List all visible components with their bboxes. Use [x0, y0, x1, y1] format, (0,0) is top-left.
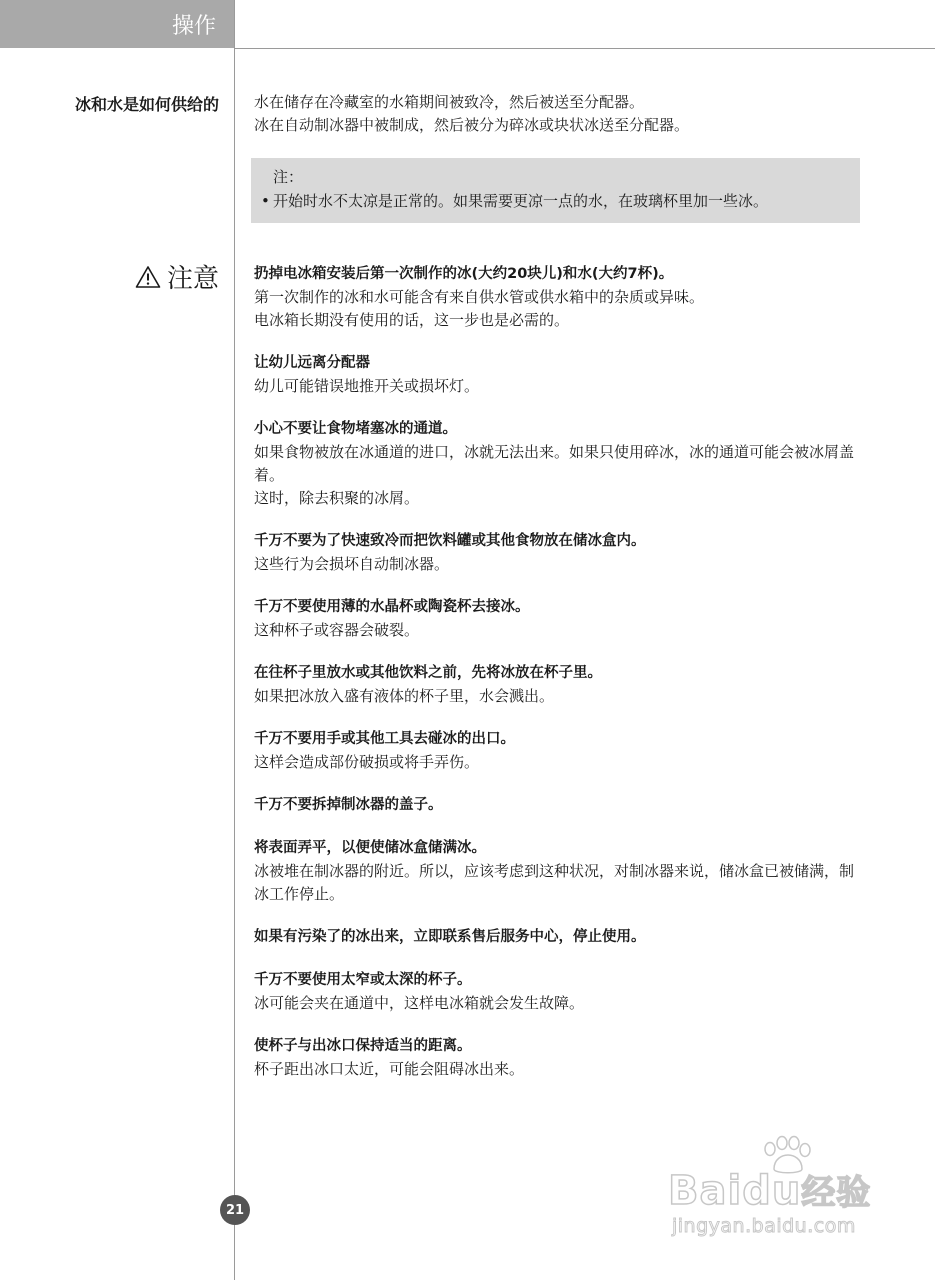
caution-body: 这样会造成部份破损或将手弄伤。	[254, 753, 480, 771]
caution-title: 千万不要使用薄的水晶杯或陶瓷杯去接冰。	[254, 599, 530, 615]
caution-item	[254, 728, 860, 774]
caution-item	[254, 926, 860, 949]
warning-triangle-icon	[135, 265, 161, 289]
section-title: 操作	[171, 13, 216, 39]
caution-item	[254, 418, 860, 510]
intro-text	[254, 91, 874, 137]
caution-body: 这种杯子或容器会破裂。	[254, 621, 420, 639]
watermark-url: jingyan.baidu.com	[672, 1215, 856, 1237]
intro-line: 水在储存在冷藏室的水箱期间被致冷，然后被送至分配器。	[254, 93, 645, 111]
caution-body: 杯子距出冰口太近，可能会阻碍冰出来。	[254, 1060, 525, 1078]
caution-item	[254, 1035, 860, 1081]
vertical-rule	[234, 0, 235, 1280]
watermark-brand-2: du	[742, 1168, 802, 1214]
section-header-tab	[0, 0, 234, 48]
caution-list	[254, 263, 860, 1101]
caution-body: 如果食物被放在冰通道的进口，冰就无法出来。如果只使用碎冰，冰的通道可能会被冰屑盖着。	[254, 443, 855, 484]
caution-title: 千万不要使用太窄或太深的杯子。	[254, 972, 472, 988]
note-text: 开始时水不太凉是正常的。如果需要更凉一点的水，在玻璃杯里加一些冰。	[273, 192, 769, 210]
caution-body: 幼儿可能错误地推开关或损坏灯。	[254, 377, 480, 395]
caution-body: 这些行为会损坏自动制冰器。	[254, 555, 450, 573]
caution-body: 如果把冰放入盛有液体的杯子里，水会溅出。	[254, 687, 555, 705]
note-item	[261, 189, 850, 213]
caution-item	[254, 662, 860, 708]
caution-item	[254, 263, 860, 332]
caution-item	[254, 530, 860, 576]
intro-line: 冰在自动制冰器中被制成，然后被分为碎冰或块状冰送至分配器。	[254, 116, 690, 134]
bullet-icon: •	[261, 192, 270, 210]
caution-item	[254, 794, 860, 817]
caution-body: 第一次制作的冰和水可能含有来自供水管或供水箱中的杂质或异味。	[254, 288, 705, 306]
caution-heading-text: 注意	[166, 264, 219, 294]
caution-heading	[135, 258, 219, 295]
note-box	[251, 158, 860, 223]
caution-body: 这时，除去积聚的冰屑。	[254, 489, 420, 507]
caution-title: 扔掉电冰箱安装后第一次制作的冰(大约20块儿)和水(大约7杯)。	[254, 266, 674, 282]
caution-body: 冰被堆在制冰器的附近。所以，应该考虑到这种状况，对制冰器来说，储冰盒已被储满，制冰工作停止。	[254, 862, 855, 903]
caution-title: 将表面弄平，以便使储冰盒储满冰。	[254, 840, 486, 856]
watermark-brand	[668, 1165, 871, 1214]
caution-title: 让幼儿远离分配器	[254, 355, 370, 371]
header-divider	[234, 48, 935, 49]
caution-body: 冰可能会夹在通道中，这样电冰箱就会发生故障。	[254, 994, 585, 1012]
caution-title: 千万不要用手或其他工具去碰冰的出口。	[254, 731, 515, 747]
caution-title: 千万不要拆掉制冰器的盖子。	[254, 797, 443, 813]
page-number: 21	[220, 1195, 250, 1225]
caution-title: 小心不要让食物堵塞冰的通道。	[254, 421, 457, 437]
caution-item	[254, 596, 860, 642]
caution-title: 使杯子与出冰口保持适当的距离。	[254, 1038, 472, 1054]
note-label: 注：	[273, 168, 304, 186]
caution-item	[254, 837, 860, 906]
side-title: 冰和水是如何供给的	[74, 95, 219, 114]
watermark-brand-1: Bai	[668, 1168, 743, 1214]
watermark-cn: 经验	[801, 1173, 872, 1213]
watermark	[660, 1135, 890, 1245]
caution-title: 如果有污染了的冰出来，立即联系售后服务中心，停止使用。	[254, 929, 646, 945]
caution-title: 千万不要为了快速致冷而把饮料罐或其他食物放在储冰盒内。	[254, 533, 646, 549]
caution-item	[254, 969, 860, 1015]
caution-item	[254, 352, 860, 398]
caution-title: 在往杯子里放水或其他饮料之前，先将冰放在杯子里。	[254, 665, 602, 681]
caution-body: 电冰箱长期没有使用的话，这一步也是必需的。	[254, 311, 570, 329]
